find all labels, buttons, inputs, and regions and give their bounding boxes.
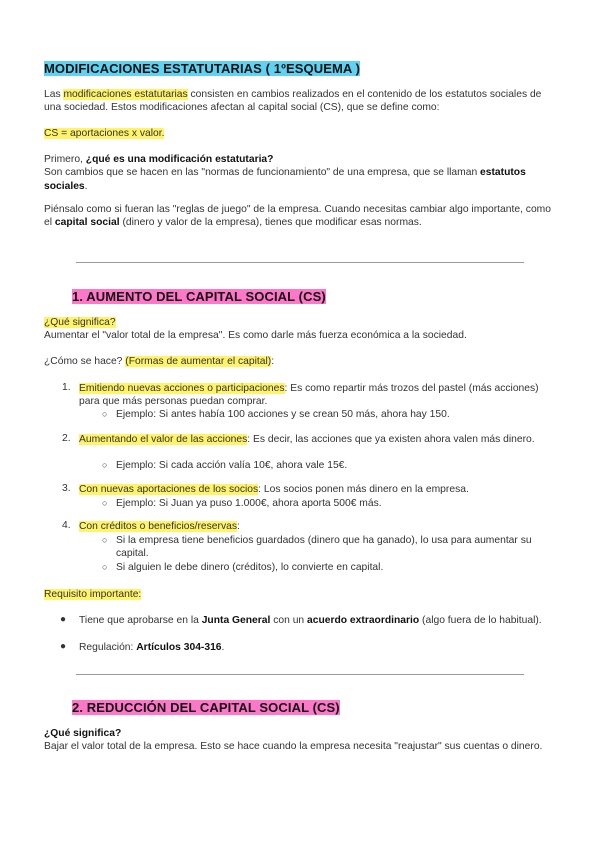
list-item: Emitiendo nuevas acciones o participaciones: Es como repartir más trozos del pastel (más acciones) para que más personas puedan comprar. [79,383,539,408]
bullet-circle-icon: ○ [102,535,108,545]
list-item: Con créditos o beneficios/reservas: [79,521,240,532]
section-2-title: 2. REDUCCIÓN DEL CAPITAL SOCIAL (CS) [72,700,340,715]
requirement-title: Requisito importante: [44,589,142,600]
section-1-how: ¿Cómo se hace? (Formas de aumentar el capital): [44,356,275,367]
list-sub-item: Ejemplo: Si cada acción valía 10€, ahora vale 15€. [116,460,348,471]
bullet-dot-icon: ● [60,641,67,652]
intro-paragraph: Las modificaciones estatutarias consisten en cambios realizados en el contenido de los estatutos sociales de una sociedad. Estos modificaciones afectan al capital social (CS), que se define como: [44,89,542,114]
list-sub-item: Si la empresa tiene beneficios guardados (dinero que ha ganado), lo usa para aumentar su capital. [116,535,532,560]
bullet-circle-icon: ○ [102,409,108,419]
list-sub-item: Ejemplo: Si Juan ya puso 1.000€, ahora aporta 500€ más. [116,498,382,509]
section-1-title: 1. AUMENTO DEL CAPITAL SOCIAL (CS) [72,289,326,304]
analogy-paragraph: Piénsalo como si fueran las "reglas de juego" de la empresa. Cuando necesitas cambiar algo importante, como el capital social (dinero y valor de la empresa), tienes que modificar esas normas. [44,204,551,229]
list-number: 3. [62,483,71,494]
list-number: 2. [62,433,71,444]
list-number: 1. [62,382,71,393]
bullet-circle-icon: ○ [102,460,108,470]
section-1-meaning: ¿Qué significa? Aumentar el "valor total de la empresa". Es como darle más fuerza económica a la sociedad. [44,317,467,342]
bullet-circle-icon: ○ [102,498,108,508]
list-sub-item: Ejemplo: Si antes había 100 acciones y se crean 50 más, ahora hay 150. [116,409,450,420]
section-2-meaning: ¿Qué significa? Bajar el valor total de la empresa. Esto se hace cuando la empresa necesita "reajustar" sus cuentas o dinero. [44,728,543,753]
document-title [44,61,360,76]
bullet-dot-icon: ● [60,614,67,625]
formula: CS = aportaciones x valor. [44,128,165,139]
requirement-item: Regulación: Artículos 304-316. [79,642,225,653]
divider [76,262,524,263]
requirement-item: Tiene que aprobarse en la Junta General con un acuerdo extraordinario (algo fuera de lo habitual). [79,615,542,626]
title-highlight: MODIFICACIONES ESTATUTARIAS ( 1ºESQUEMA ) [44,61,361,76]
term-highlight: modificaciones estatutarias [63,89,188,100]
list-sub-item: Si alguien le debe dinero (créditos), lo convierte en capital. [116,562,384,573]
definition-paragraph: Primero, ¿qué es una modificación estatutaria? Son cambios que se hacen en las "normas de funcionamiento" de una empresa, que se llaman estatutos sociales. [44,154,526,192]
divider [76,674,524,675]
list-item: Aumentando el valor de las acciones: Es decir, las acciones que ya existen ahora valen más dinero. [79,434,535,445]
list-item: Con nuevas aportaciones de los socios: Los socios ponen más dinero en la empresa. [79,484,469,495]
bullet-circle-icon: ○ [102,562,108,572]
list-number: 4. [62,520,71,531]
